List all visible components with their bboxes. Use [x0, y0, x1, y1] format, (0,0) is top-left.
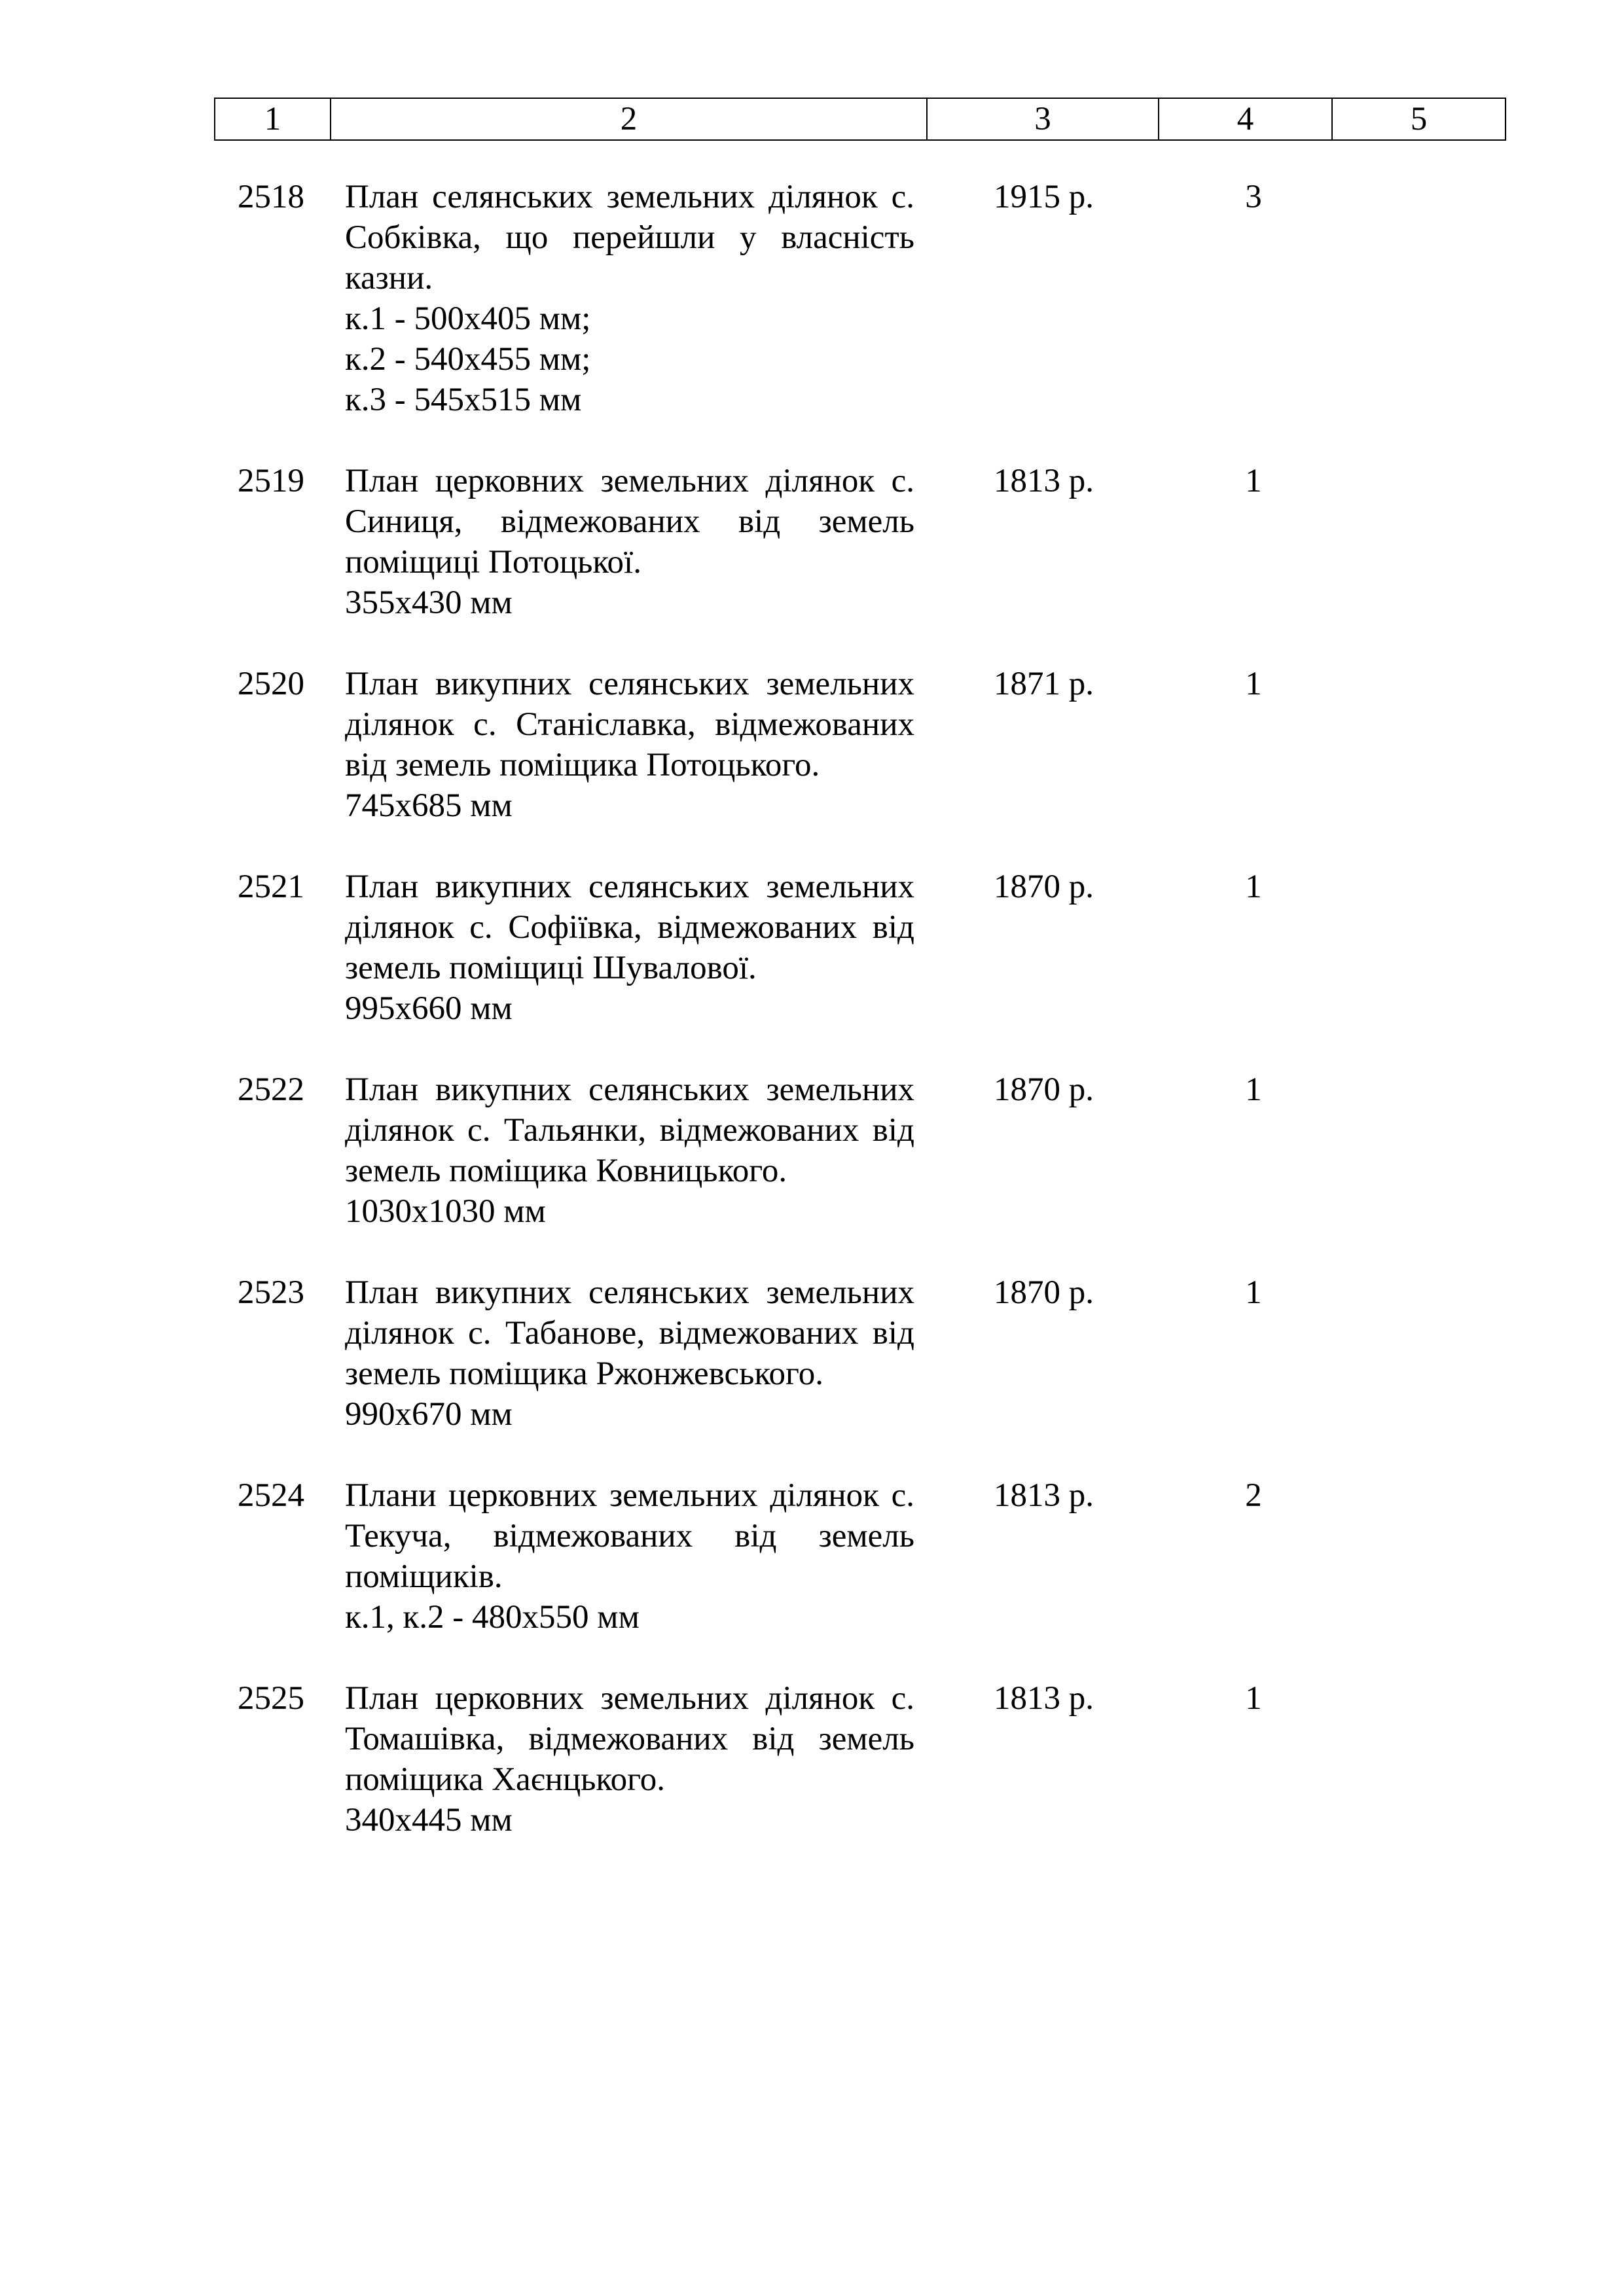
entry-row [0, 1069, 1624, 1272]
entry-number: 2518 [238, 179, 304, 215]
entry-date: 1870 р. [994, 1274, 1094, 1311]
entry-description-block [345, 1475, 914, 1638]
entry-row [0, 461, 1624, 664]
entry-description-block [345, 461, 914, 623]
entry-description: План викупних селянських земельних ділянок с. Станіславка, відмежованих від земель поміщика Потоцького. [345, 666, 914, 783]
column-header-4: 4 [1159, 98, 1332, 140]
entry-row [0, 1272, 1624, 1475]
entry-list [0, 177, 1624, 1881]
entry-description: План церковних земельних ділянок с. Синиця, відмежованих від земель поміщиці Потоцької. [345, 463, 914, 581]
entry-number: 2521 [238, 869, 304, 905]
entry-number: 2523 [238, 1274, 304, 1311]
entry-row [0, 1678, 1624, 1881]
entry-date: 1870 р. [994, 1071, 1094, 1108]
entry-date: 1813 р. [994, 1680, 1094, 1717]
entry-count: 1 [1245, 666, 1262, 702]
entry-number: 2522 [238, 1071, 304, 1108]
entry-description: План церковних земельних ділянок с. Томашівка, відмежованих від земель поміщика Хаєнцького. [345, 1680, 914, 1798]
entry-sizes: к.1, к.2 - 480х550 мм [345, 1599, 640, 1636]
column-header-3: 3 [927, 98, 1159, 140]
entry-number: 2520 [238, 666, 304, 702]
entry-description: Плани церковних земельних ділянок с. Текуча, відмежованих від земель поміщиків. [345, 1477, 914, 1595]
entry-description-block [345, 177, 914, 420]
entry-date: 1870 р. [994, 869, 1094, 905]
entry-description: План викупних селянських земельних ділянок с. Софіївка, відмежованих від земель поміщиці Шувалової. [345, 869, 914, 986]
entry-description: План викупних селянських земельних ділянок с. Тальянки, відмежованих від земель поміщика Ковницького. [345, 1071, 914, 1189]
entry-number: 2519 [238, 463, 304, 499]
entry-count: 1 [1245, 1071, 1262, 1108]
column-header-row [215, 98, 1506, 140]
entry-date: 1813 р. [994, 463, 1094, 499]
entry-count: 3 [1245, 179, 1262, 215]
entry-description-block [345, 664, 914, 826]
entry-sizes: 1030х1030 мм [345, 1193, 546, 1230]
entry-description: План селянських земельних ділянок с. Собківка, що перейшли у власність казни. [345, 179, 914, 296]
entry-row [0, 867, 1624, 1069]
entry-sizes: 995х660 мм [345, 990, 513, 1027]
entry-number: 2525 [238, 1680, 304, 1717]
entry-count: 1 [1245, 463, 1262, 499]
entry-count: 1 [1245, 1274, 1262, 1311]
entry-row [0, 177, 1624, 461]
entry-description-block [345, 1069, 914, 1232]
entry-date: 1915 р. [994, 179, 1094, 215]
column-header-table [214, 98, 1506, 141]
entry-sizes: 745х685 мм [345, 787, 513, 824]
entry-row [0, 664, 1624, 867]
entry-description-block [345, 1678, 914, 1840]
entry-sizes: 990х670 мм [345, 1396, 513, 1433]
entry-sizes: 355х430 мм [345, 584, 513, 621]
entry-date: 1813 р. [994, 1477, 1094, 1514]
column-header-5: 5 [1332, 98, 1506, 140]
entry-sizes: 340х445 мм [345, 1802, 513, 1839]
column-header-2: 2 [331, 98, 927, 140]
entry-count: 1 [1245, 1680, 1262, 1717]
entry-sizes: к.1 - 500х405 мм; к.2 - 540х455 мм; к.3 - 545х515 мм [345, 300, 591, 418]
entry-description-block [345, 867, 914, 1029]
entry-row [0, 1475, 1624, 1678]
entry-count: 1 [1245, 869, 1262, 905]
column-header-1: 1 [215, 98, 331, 140]
entry-description-block [345, 1272, 914, 1435]
entry-description: План викупних селянських земельних ділянок с. Табанове, відмежованих від земель поміщика Ржонжевського. [345, 1274, 914, 1392]
entry-number: 2524 [238, 1477, 304, 1514]
entry-count: 2 [1245, 1477, 1262, 1514]
entry-date: 1871 р. [994, 666, 1094, 702]
